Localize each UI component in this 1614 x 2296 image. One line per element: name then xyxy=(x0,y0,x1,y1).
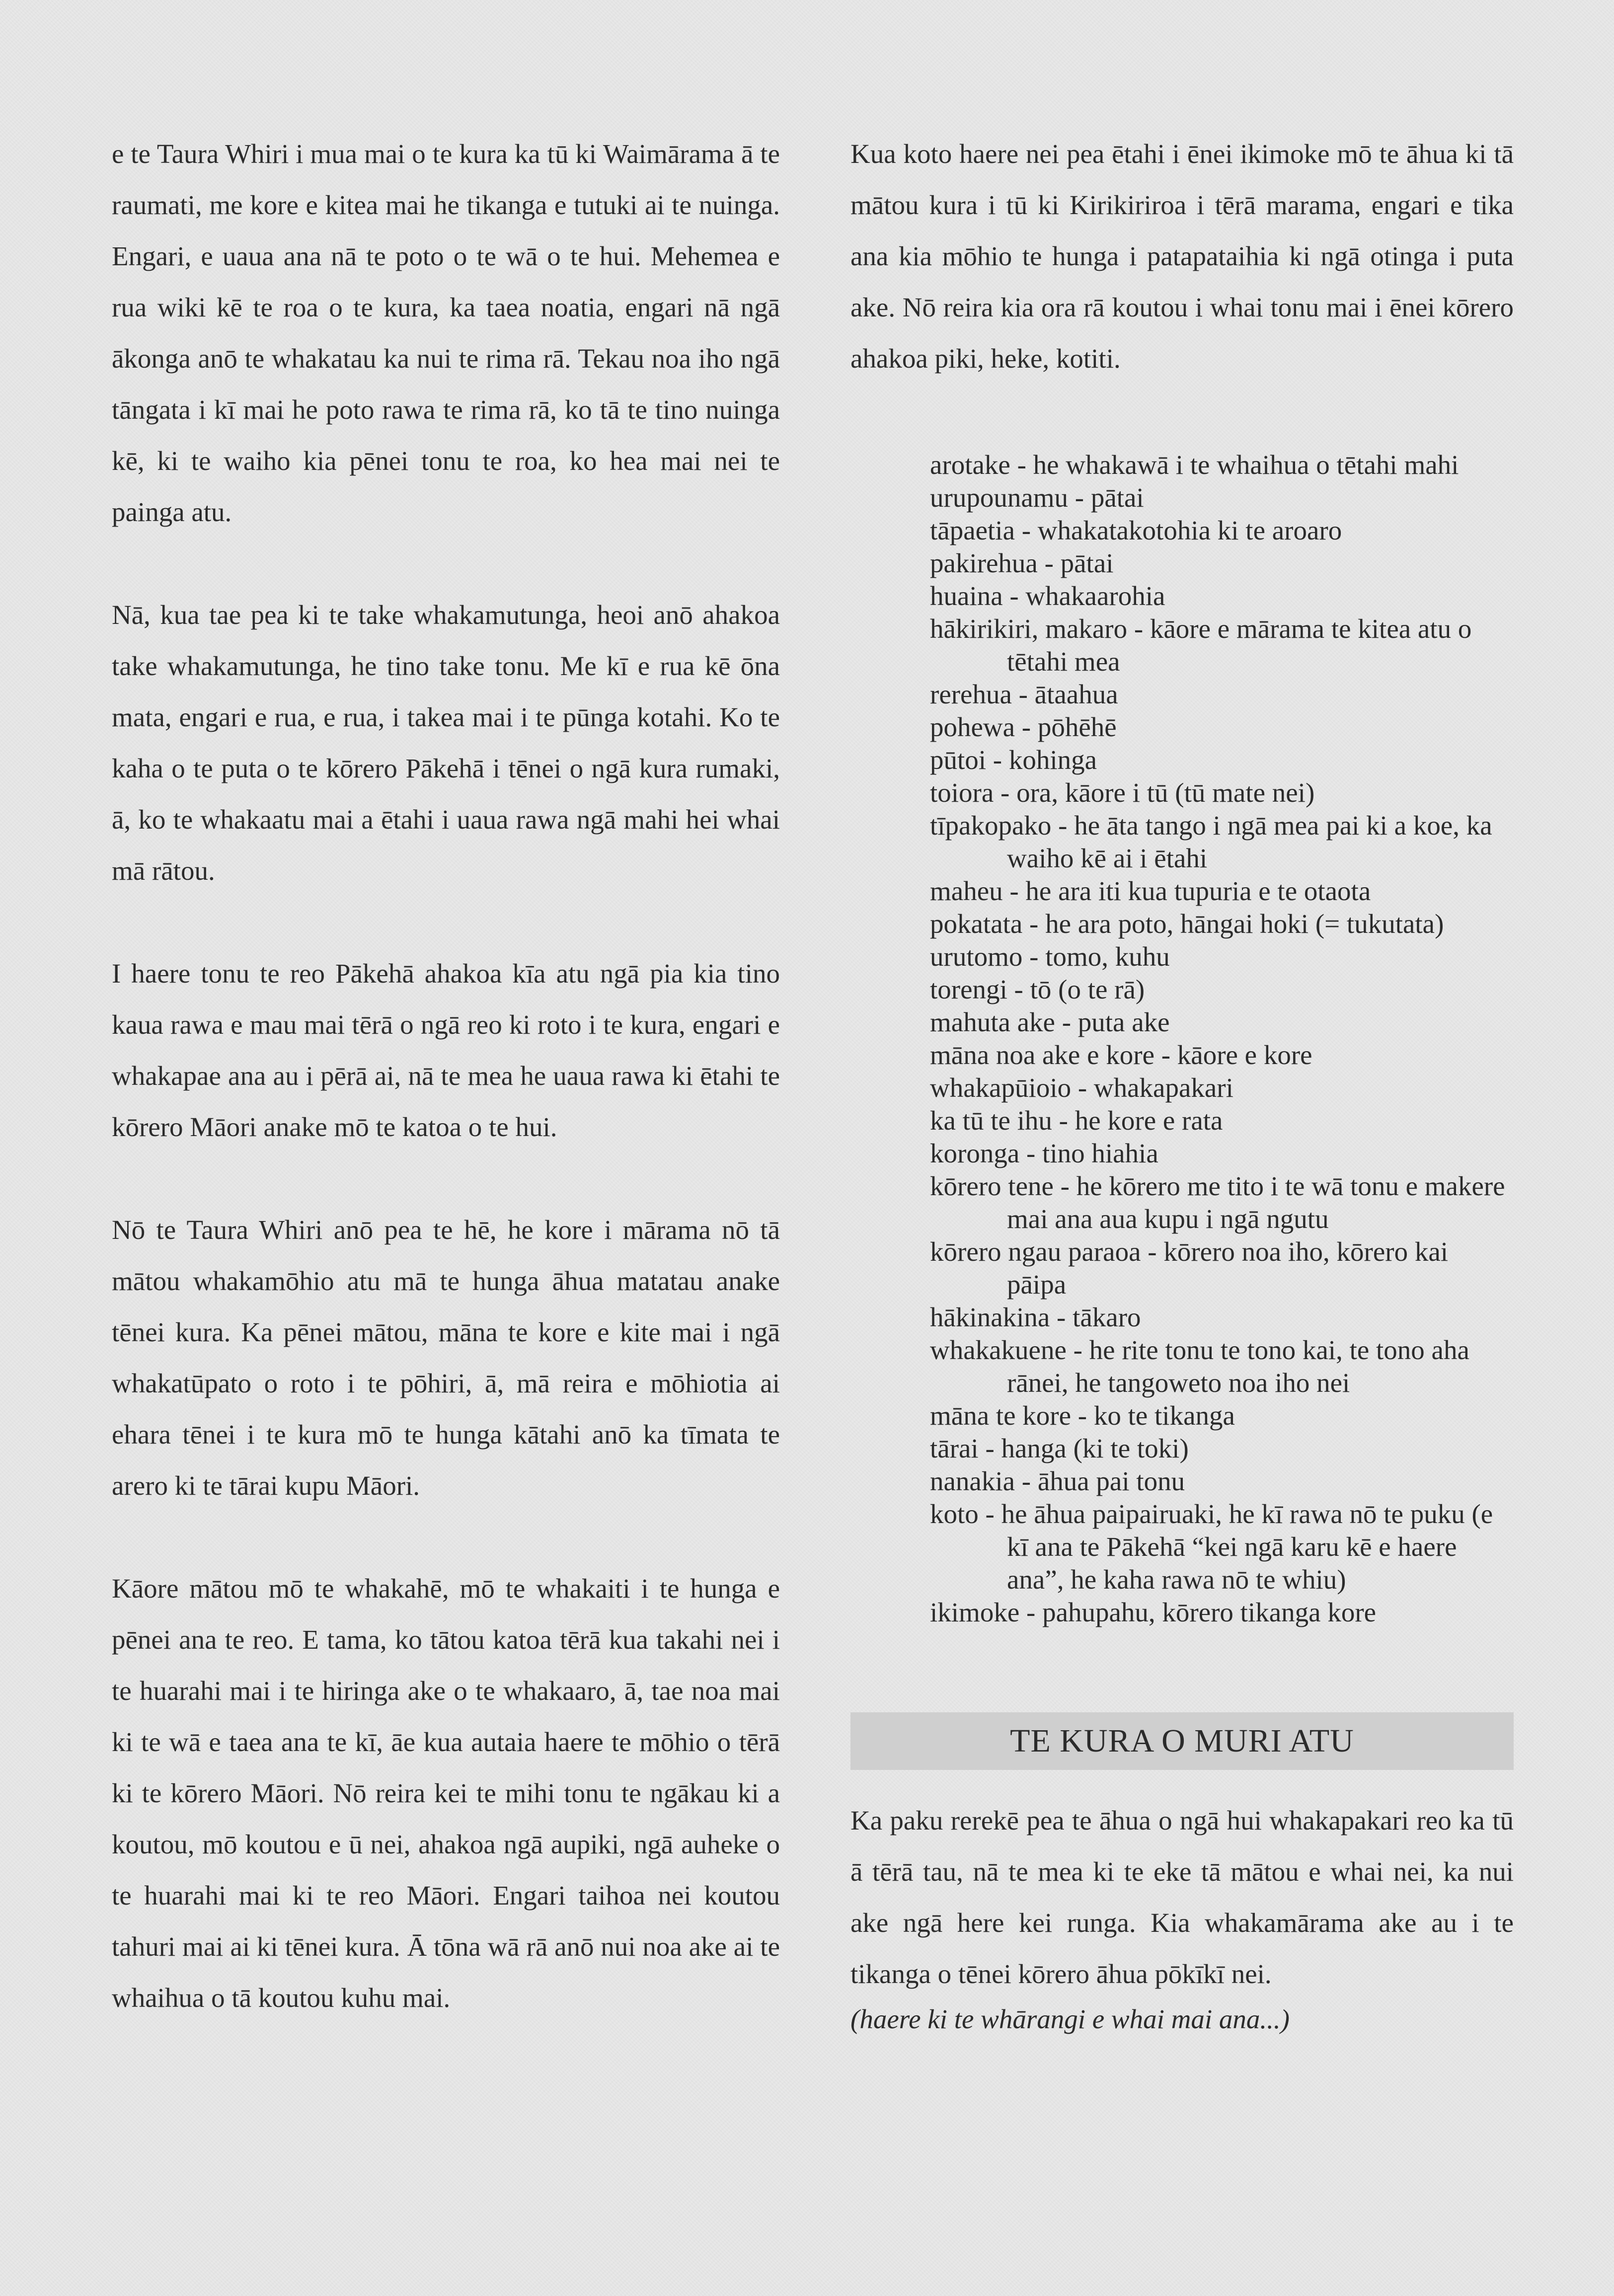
glossary-entry: pūtoi - kohinga xyxy=(930,745,1097,775)
glossary-entry: tāpaetia - whakatakotohia ki te aroaro xyxy=(930,515,1342,545)
paragraph-2: Nā, kua tae pea ki te take whakamutunga, heoi anō ahakoa take whakamutunga, he tino take tonu. Me kī e rua kē ōna mata, engari e rua, e rua, i takea mai i te pūnga kotahi. Ko te kaha o te puta o te kōrero Pākehā i tēnei o ngā kura rumaki, ā, ko te whakaatu mai a ētahi i uaua rawa ngā mahi hei whai mā rātou. xyxy=(112,600,780,886)
section-heading xyxy=(850,1712,1514,1770)
section-heading-text: TE KURA O MURI ATU xyxy=(1010,1723,1354,1759)
glossary-list xyxy=(930,449,1514,1629)
glossary-entry: hākinakina - tākaro xyxy=(930,1302,1141,1332)
glossary-entry: māna noa ake e kore - kāore e kore xyxy=(930,1040,1312,1070)
glossary-entry: koronga - tino hiahia xyxy=(930,1138,1158,1168)
glossary-entry: ikimoke - pahupahu, kōrero tikanga kore xyxy=(930,1597,1377,1627)
section-paragraph: Ka paku rerekē pea te āhua o ngā hui whakapakari reo ka tū ā tērā tau, nā te mea ki te eke tā mātou e whai nei, ka nui ake ngā here kei runga. Kia whakamārama ake au i te tikanga o tēnei kōrero āhua pōkīkī nei. xyxy=(850,1805,1514,1989)
glossary-entry: maheu - he ara iti kua tupuria e te otaota xyxy=(930,876,1371,906)
glossary-entry: tārai - hanga (ki te toki) xyxy=(930,1433,1189,1463)
glossary-entry: kōrero ngau paraoa - kōrero noa iho, kōrero kai pāipa xyxy=(930,1236,1449,1300)
glossary-entry: whakapūioio - whakapakari xyxy=(930,1072,1233,1103)
glossary-entry: pokatata - he ara poto, hāngai hoki (= tukutata) xyxy=(930,909,1444,939)
glossary-entry: koto - he āhua paipairuaki, he kī rawa nō te puku (e kī ana te Pākehā “kei ngā karu kē e haere ana”, he kaha rawa nō te whiu) xyxy=(930,1499,1493,1595)
glossary-entry: ka tū te ihu - he kore e rata xyxy=(930,1105,1223,1136)
glossary-entry: torengi - tō (o te rā) xyxy=(930,974,1145,1004)
glossary-entry: rerehua - ātaahua xyxy=(930,679,1118,709)
glossary-entry: arotake - he whakawā i te whaihua o tētahi mahi xyxy=(930,450,1459,480)
paragraph-5: Kāore mātou mō te whakahē, mō te whakaiti i te hunga e pēnei ana te reo. E tama, ko tātou katoa tērā kua takahi nei i te huarahi mai i te hiringa ake o te whakaaro, ā, tae noa mai ki te wā e taea ana te kī, āe kua autaia haere te mōhio o tērā ki te kōrero Māori. Nō reira kei te mihi tonu te ngākau ki a koutou, mō koutou e ū nei, ahakoa ngā aupiki, ngā auheke o te huarahi mai ki te reo Māori. Engari taihoa nei koutou tahuri mai ai ki tēnei kura. Ā tōna wā rā anō nui noa ake ai te whaihua o tā koutou kuhu mai. xyxy=(112,1573,780,2013)
glossary-entry: tīpakopako - he āta tango i ngā mea pai ki a koe, ka waiho kē ai i ētahi xyxy=(930,810,1492,873)
glossary-entry: mahuta ake - puta ake xyxy=(930,1007,1170,1037)
glossary-entry: pakirehua - pātai xyxy=(930,548,1114,578)
glossary-entry: whakakuene - he rite tonu te tono kai, te tono aha rānei, he tangoweto noa iho nei xyxy=(930,1335,1469,1398)
glossary-entry: huaina - whakaarohia xyxy=(930,581,1165,611)
right-column xyxy=(850,128,1514,2039)
paragraph-4: Nō te Taura Whiri anō pea te hē, he kore i mārama nō tā mātou whakamōhio atu mā te hunga āhua matatau anake tēnei kura. Ka pēnei mātou, māna te kore e kite mai i ngā whakatūpato o roto i te pōhiri, ā, mā reira e mōhiotia ai ehara tēnei i te kura mō te hunga kātahi anō ka tīmata te arero ki te tārai kupu Māori. xyxy=(112,1215,780,1501)
glossary-entry: māna te kore - ko te tikanga xyxy=(930,1400,1235,1431)
continued-note: (haere ki te whārangi e whai mai ana...) xyxy=(850,2004,1290,2034)
paragraph-3: I haere tonu te reo Pākehā ahakoa kīa atu ngā pia kia tino kaua rawa e mau mai tērā o ngā reo ki roto i te kura, engari e whakapae ana au i pērā ai, nā te mea he uaua rawa ki ētahi te kōrero Māori anake mō te katoa o te hui. xyxy=(112,958,780,1142)
glossary-entry: kōrero tene - he kōrero me tito i te wā tonu e makere mai ana aua kupu i ngā ngutu xyxy=(930,1171,1505,1234)
intro-paragraph: Kua koto haere nei pea ētahi i ēnei ikimoke mō te āhua ki tā mātou kura i tū ki Kirikiriroa i tērā marama, engari e tika ana kia mōhio te hunga i patapataihia ki ngā otinga i puta ake. Nō reira kia ora rā koutou i whai tonu mai i ēnei kōrero ahakoa piki, heke, kotiti. xyxy=(850,139,1514,374)
left-column xyxy=(112,128,780,2023)
glossary-entry: toiora - ora, kāore i tū (tū mate nei) xyxy=(930,777,1315,808)
glossary-entry: urutomo - tomo, kuhu xyxy=(930,941,1170,972)
glossary-entry: hākirikiri, makaro - kāore e mārama te kitea atu o tētahi mea xyxy=(930,613,1472,677)
glossary-entry: pohewa - pōhēhē xyxy=(930,712,1117,742)
paragraph-1: e te Taura Whiri i mua mai o te kura ka tū ki Waimārama ā te raumati, me kore e kitea mai he tikanga e tutuki ai te nuinga. Engari, e uaua ana nā te poto o te wā o te hui. Mehemea e rua wiki kē te roa o te kura, ka taea noatia, engari nā ngā ākonga anō te whakatau ka nui te rima rā. Tekau noa iho ngā tāngata i kī mai he poto rawa te rima rā, ko tā te tino nuinga kē, ki te waiho kia pēnei tonu te roa, ko hea mai nei te painga atu. xyxy=(112,139,780,527)
glossary-entry: nanakia - āhua pai tonu xyxy=(930,1466,1185,1496)
glossary-entry: urupounamu - pātai xyxy=(930,482,1144,513)
